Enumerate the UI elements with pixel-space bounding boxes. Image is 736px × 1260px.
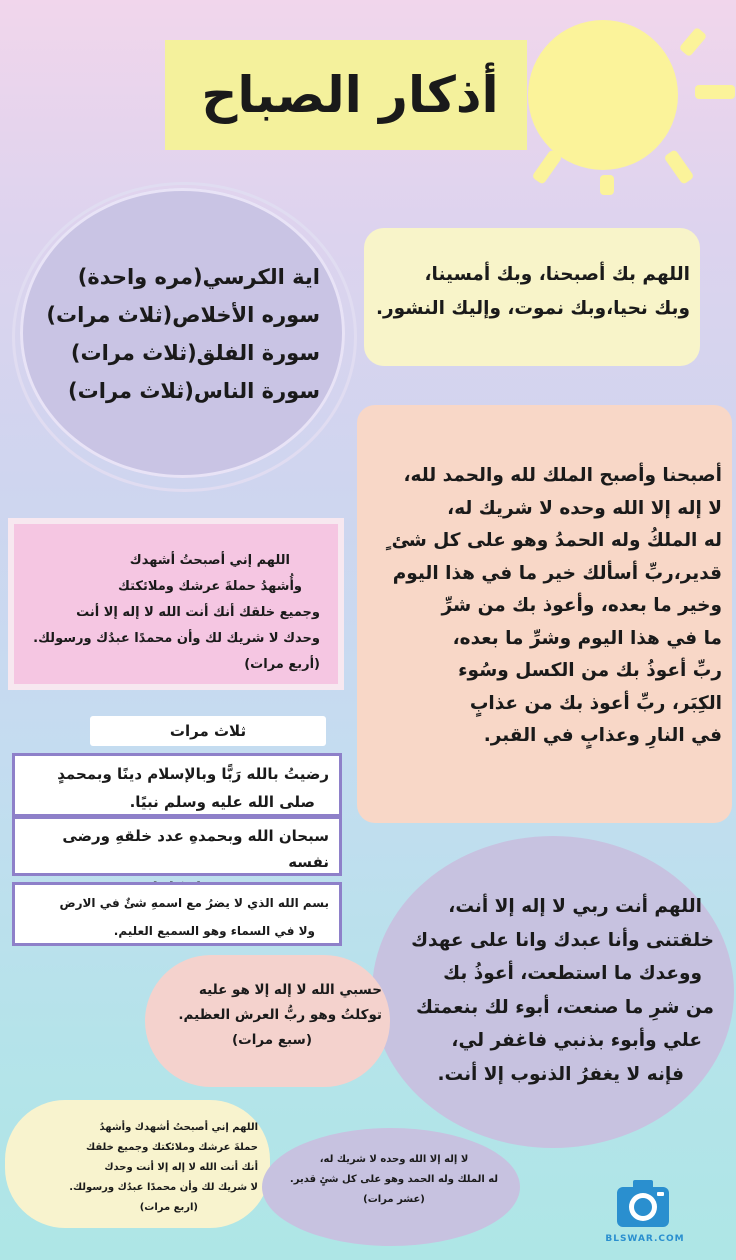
quran-list <box>45 258 320 410</box>
dhikr-text-ashhaduk <box>20 548 320 678</box>
text-line: لا إله إلا الله وحده لا شريك له، <box>319 1154 469 1165</box>
quran-line: اية الكرسي(مره واحدة) <box>77 265 320 289</box>
page-title: أذكار الصباح <box>201 66 499 124</box>
repeat-count: (أربع مرات) <box>244 657 320 672</box>
text-line: رضيتُ بالله رَبًّا وبالإسلام دينًا وبمحمدٍ <box>57 765 329 783</box>
text-line: حسبي الله لا إله إلا هو عليه <box>198 982 382 998</box>
text-line: فإنه لا يغفرُ الذنوب إلا أنت. <box>437 1063 684 1085</box>
text-line: اللهم إني أصبحتُ أشهدك وأشهدُ <box>99 1122 258 1133</box>
dhikr-box-raditu <box>12 753 342 817</box>
text-line: ولا في السماء وهو السميع العليم. <box>113 924 315 938</box>
text-line: أصبحنا وأصبح الملك لله والحمد لله، <box>403 465 722 486</box>
sun-icon <box>528 20 678 170</box>
repeat-count: (سبع مرات) <box>232 1032 312 1048</box>
text-line: وأُشهدُ حملةَ عرشك وملائكتك <box>118 579 302 594</box>
repeat-count: (اربع مرات) <box>139 1202 198 1213</box>
text-line: حملةَ عرشك وملائكتك وجميع خلقك <box>86 1142 258 1153</box>
text-line: علي وأبوء بذنبي فاغفر لي، <box>451 1030 702 1051</box>
text-line: بسم الله الذي لا يضرُ مع اسمهِ شئٌ في الارض <box>59 896 329 910</box>
text-line: من شرِ ما صنعت، أبوء لك بنعمتك <box>416 996 714 1018</box>
dhikr-text-tahlil <box>275 1150 513 1210</box>
text-line: وجميع خلقك أنك أنت الله لا إله إلا أنت <box>76 605 320 620</box>
dhikr-text-raditu <box>15 756 339 820</box>
text-line: وحدك لا شريك لك وأن محمدًا عبدُك ورسولك. <box>33 631 320 646</box>
text-line: في النارِ وعذابٍ في القبر. <box>483 725 722 746</box>
sun-ray <box>664 149 695 185</box>
dhikr-text-hasbiyallah <box>160 978 382 1053</box>
repeat-count: (عشر مرات) <box>363 1194 425 1205</box>
text-line: ووعدك ما استطعت، أعوذُ بك <box>443 963 702 984</box>
dhikr-text-ashhaduk-small <box>18 1118 258 1218</box>
text-line: له الملكُ وله الحمدُ وهو على كل شئ ٍ <box>385 530 722 551</box>
sun-ray <box>532 149 563 185</box>
text-line: اللهم بك أصبحنا، وبك أمسينا، <box>424 264 690 285</box>
dhikr-box-subhanallah <box>12 816 342 876</box>
sun-ray <box>695 85 735 99</box>
text-line: اللهم أنت ربي لا إله إلا أنت، <box>448 896 702 917</box>
dhikr-text-asbahna-wa-asbaha <box>360 460 722 753</box>
text-line: لا إله إلا الله وحده لا شريك له، <box>447 497 722 519</box>
dhikr-box-bismillah <box>12 882 342 946</box>
sun-ray <box>679 27 708 57</box>
text-line: وبك نحيا،وبك نموت، وإليك النشور. <box>376 298 690 319</box>
text-line: سبحان الله وبحمدهِ عدد خلقهِ ورضى نفسه <box>62 827 329 871</box>
text-line: قدير،ربِّ أسألك خير ما في هذا اليوم <box>392 562 722 584</box>
dhikr-text-sayyid-al-istighfar <box>380 890 714 1091</box>
dhikr-text-bismillah <box>15 885 339 949</box>
text-line: له الملك وله الحمد وهو على كل شئٍ قدير. <box>289 1174 499 1185</box>
text-line: أنك أنت الله لا إله إلا أنت وحدك <box>104 1162 258 1173</box>
dhikr-text-asbahna-bika <box>372 258 690 326</box>
quran-line: سورة الفلق(ثلاث مرات) <box>70 341 320 365</box>
text-line: توكلتُ وهو ربُّ العرش العظيم. <box>178 1007 382 1023</box>
logo-text: BLSWAR.COM <box>605 1234 685 1244</box>
text-line: خلقتنى وأنا عبدك وانا على عهدك <box>411 929 714 951</box>
camera-icon <box>613 1175 673 1233</box>
text-line: اللهم إني أصبحتُ أشهدك <box>129 553 290 568</box>
quran-line: سورة الناس(ثلاث مرات) <box>68 379 320 403</box>
three-times-label: ثلاث مرات <box>90 716 326 746</box>
text-line: لا شريك لك وأن محمدًا عبدُك ورسولك. <box>69 1182 258 1193</box>
text-line: الكِبَر، ربِّ أعوذ بك من عذابٍ <box>469 692 722 714</box>
quran-line: سوره الأخلاص(ثلاث مرات) <box>46 303 320 327</box>
text-line: ما في هذا اليوم وشرِّ ما بعده، <box>452 627 722 649</box>
sun-ray <box>600 175 614 195</box>
text-line: وخير ما بعده، وأعوذ بك من شرِّ <box>441 595 722 616</box>
text-line: ربِّ أعوذُ بك من الكسل وسُوء <box>458 660 722 681</box>
text-line: صلى الله عليه وسلم نبيًا. <box>129 793 315 811</box>
